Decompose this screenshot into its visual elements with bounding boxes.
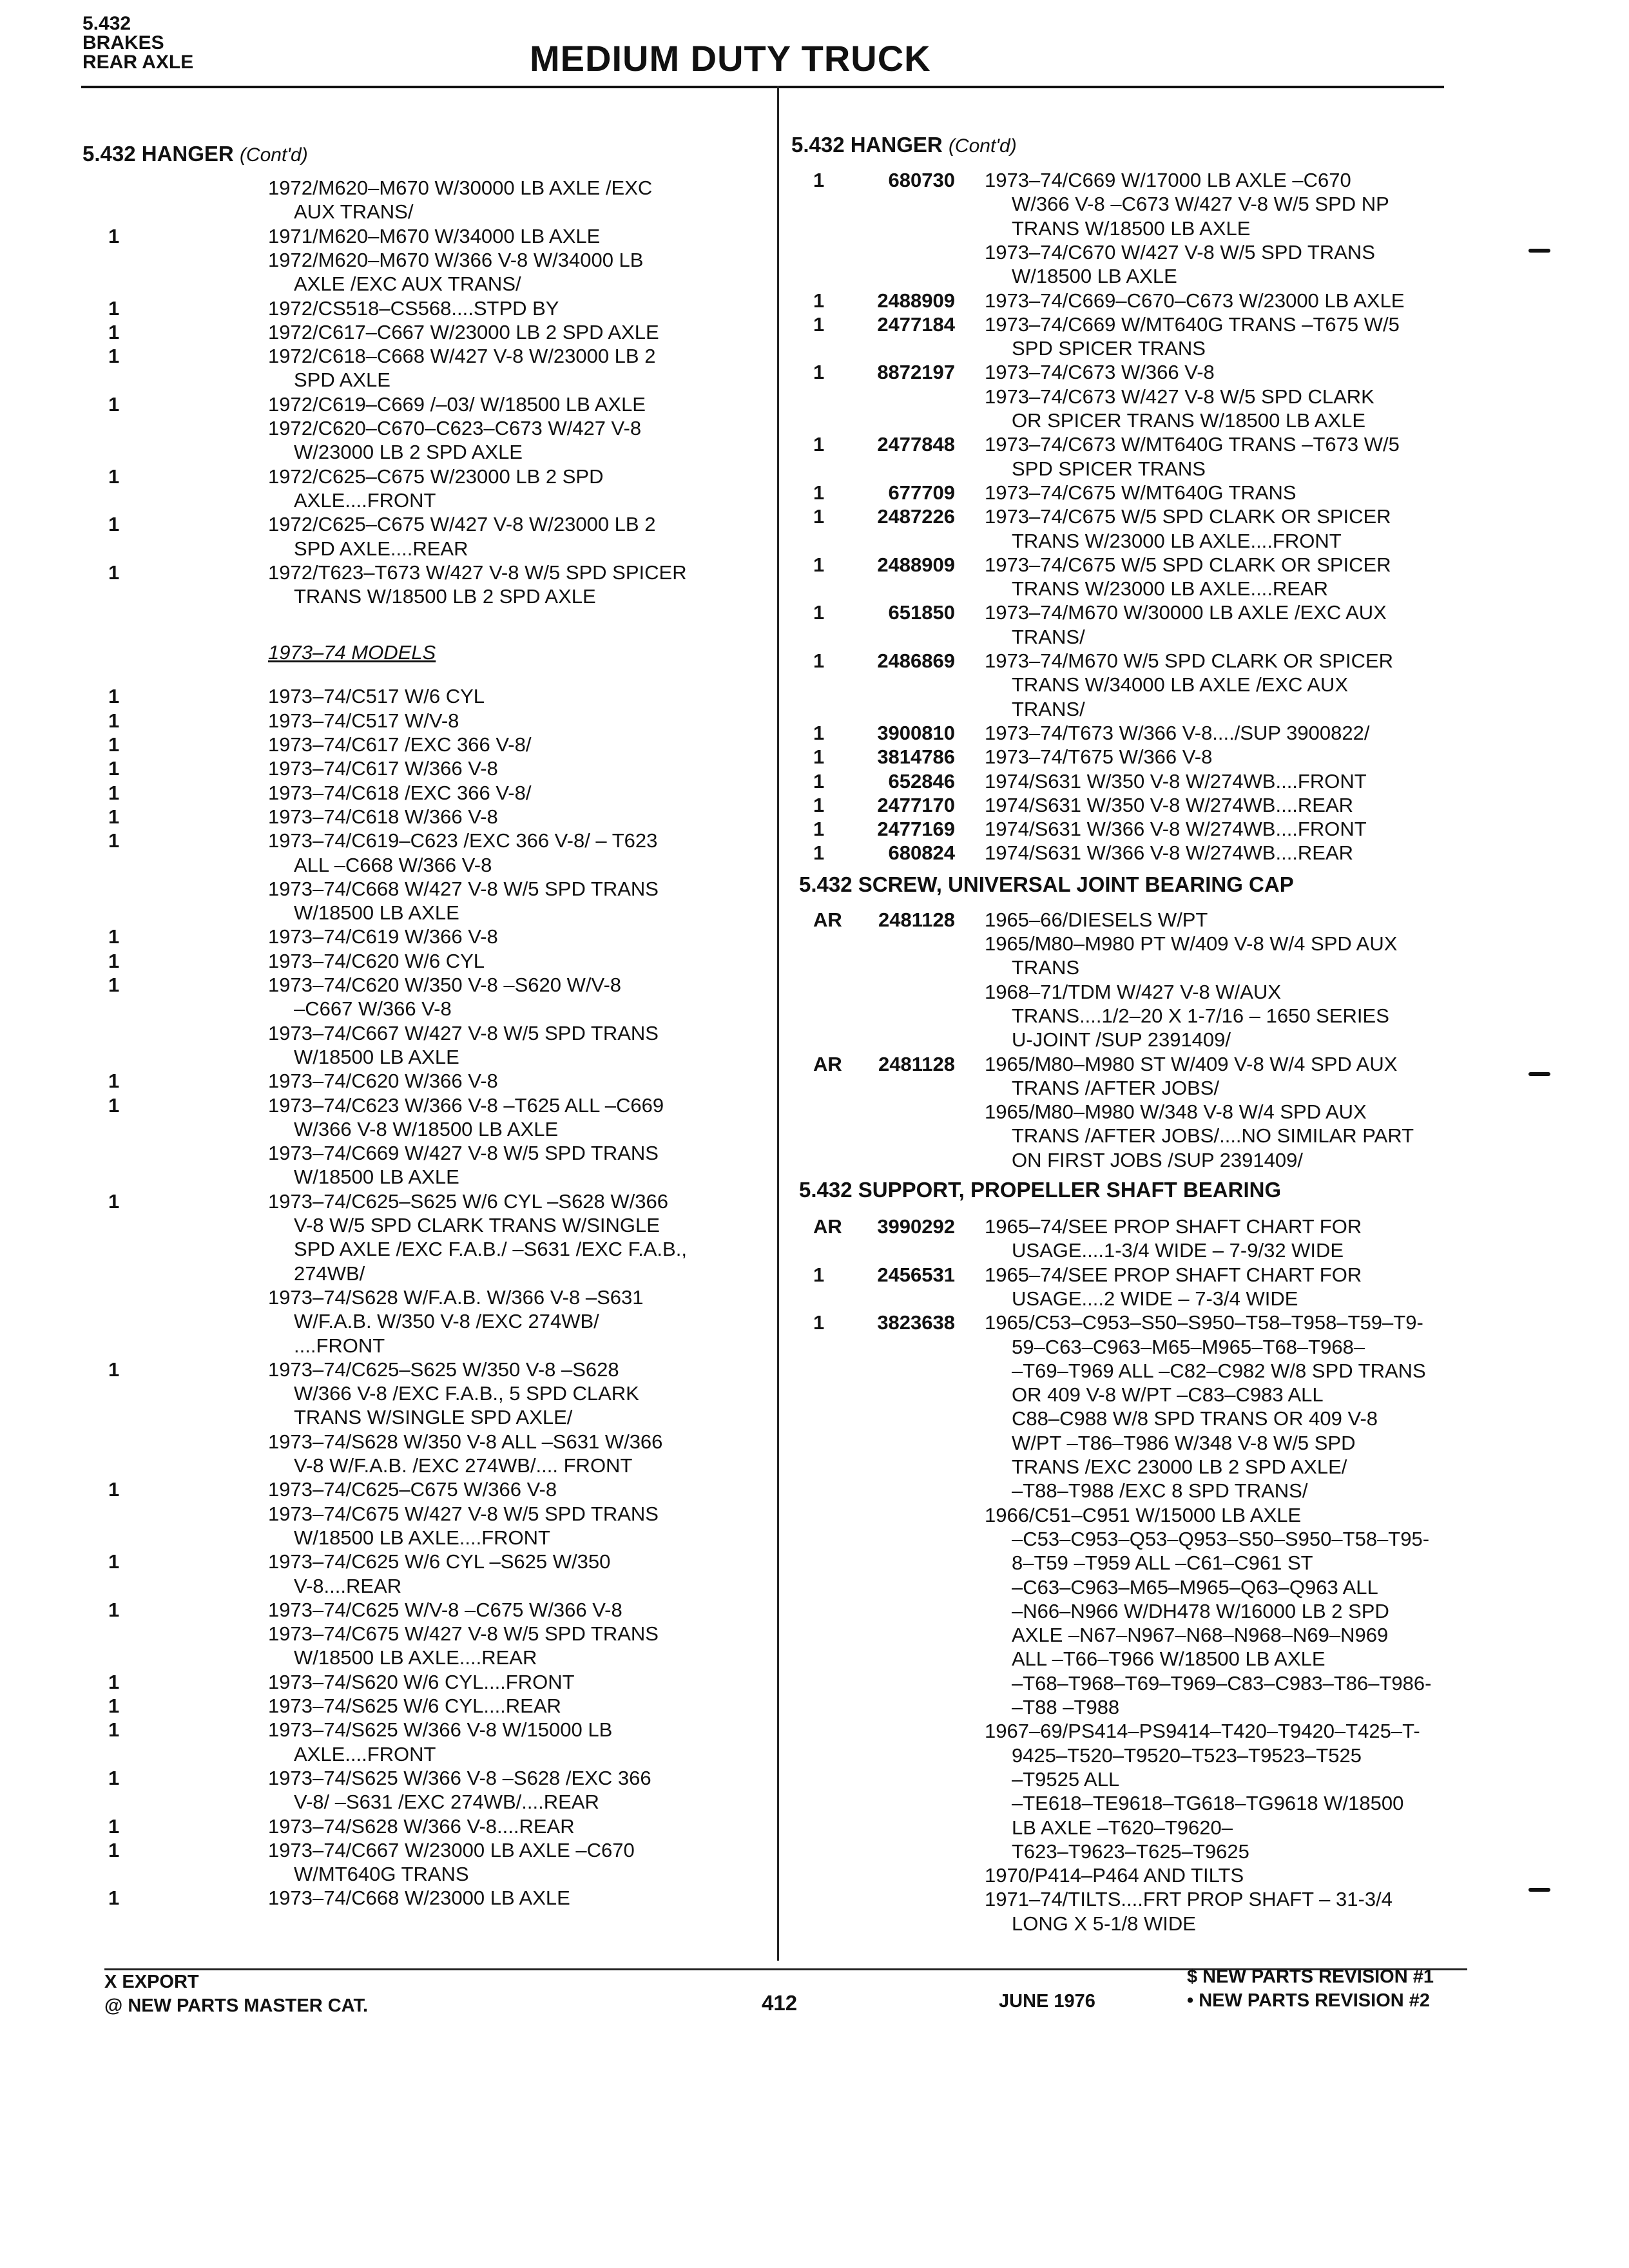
application-text: 1973–74/C669 W/17000 LB AXLE –C670: [985, 169, 1351, 191]
application-text: SPD AXLE /EXC F.A.B./ –S631 /EXC F.A.B.,: [294, 1238, 687, 1261]
application-text: 1973–74/C620 W/6 CYL: [268, 949, 485, 972]
quantity: 1: [813, 841, 825, 865]
quantity: 1: [108, 925, 120, 948]
application-text: OR SPICER TRANS W/18500 LB AXLE: [1012, 409, 1366, 432]
quantity: 1: [813, 361, 825, 384]
application-text: 1968–71/TDM W/427 V-8 W/AUX: [985, 980, 1282, 1003]
section-heading: [791, 133, 1017, 157]
application-text: 1973–74/C673 W/427 V-8 W/5 SPD CLARK: [985, 385, 1374, 408]
quantity: 1: [108, 1550, 120, 1573]
quantity: 1: [108, 685, 120, 708]
section-heading-text: 5.432 SUPPORT, PROPELLER SHAFT BEARING: [799, 1178, 1282, 1202]
section-heading: [799, 1178, 1281, 1202]
application-text: 1973–74/S628 W/F.A.B. W/366 V-8 –S631: [268, 1285, 644, 1309]
application-text: 1973–74/S620 W/6 CYL....FRONT: [268, 1670, 575, 1693]
application-text: W/18500 LB AXLE....REAR: [294, 1646, 537, 1669]
application-text: 1973–74/S628 W/350 V-8 ALL –S631 W/366: [268, 1430, 663, 1453]
quantity: 1: [108, 320, 120, 343]
quantity: 1: [108, 1070, 120, 1093]
models-subheading: 1973–74 MODELS: [268, 641, 436, 664]
application-text: ALL –T66–T966 W/18500 LB AXLE: [1012, 1648, 1325, 1671]
application-text: 1973–74/C675 W/427 V-8 W/5 SPD TRANS: [268, 1502, 659, 1525]
application-text: W/18500 LB AXLE: [294, 1045, 459, 1068]
application-text: 1973–74/S628 W/366 V-8....REAR: [268, 1814, 575, 1838]
application-text: 1971/M620–M670 W/34000 LB AXLE: [268, 224, 601, 247]
quantity: 1: [108, 805, 120, 828]
application-text: 1973–74/S625 W/6 CYL....REAR: [268, 1695, 561, 1717]
application-text: 1973–74/C669 W/MT640G TRANS –T675 W/5: [985, 312, 1400, 336]
section-heading-text: 5.432 HANGER: [791, 133, 943, 157]
part-number: 2481128: [878, 1052, 955, 1075]
application-text: 1972/M620–M670 W/366 V-8 W/34000 LB: [268, 248, 644, 271]
application-text: 1973–74/S625 W/366 V-8 –S628 /EXC 366: [268, 1766, 651, 1789]
application-text: 1973–74/C668 W/427 V-8 W/5 SPD TRANS: [268, 877, 659, 900]
quantity: 1: [108, 757, 120, 780]
application-text: 1973–74/C675 W/427 V-8 W/5 SPD TRANS: [268, 1622, 659, 1646]
revision-mark: [1528, 249, 1550, 253]
application-text: ON FIRST JOBS /SUP 2391409/: [1012, 1148, 1303, 1171]
application-text: W/MT640G TRANS: [294, 1863, 469, 1886]
header-rule: [81, 86, 1444, 88]
application-text: SPD SPICER TRANS: [1012, 337, 1206, 360]
application-text: W/18500 LB AXLE....FRONT: [294, 1526, 550, 1549]
part-number: 2486869: [877, 649, 955, 672]
application-text: 1973–74/T675 W/366 V-8: [985, 745, 1213, 769]
quantity: 1: [108, 1718, 120, 1742]
quantity: 1: [108, 345, 120, 368]
quantity: 1: [108, 974, 120, 996]
application-text: 1973–74/C673 W/366 V-8: [985, 361, 1215, 384]
section-heading-text: 5.432 HANGER: [82, 142, 234, 166]
application-text: 1973–74/M670 W/5 SPD CLARK OR SPICER: [985, 649, 1394, 672]
part-number: 680824: [888, 841, 955, 865]
application-text: –C667 W/366 V-8: [294, 997, 452, 1021]
column-divider: [777, 86, 779, 1961]
application-text: 1973–74/T673 W/366 V-8..../SUP 3900822/: [985, 721, 1370, 744]
application-text: –C63–C963–M65–M965–Q63–Q963 ALL: [1012, 1575, 1378, 1599]
application-text: 1970/P414–P464 AND TILTS: [985, 1864, 1244, 1887]
quantity: 1: [108, 224, 120, 247]
application-text: USAGE....1-3/4 WIDE – 7-9/32 WIDE: [1012, 1239, 1344, 1262]
quantity: 1: [813, 769, 825, 793]
application-text: TRANS/: [1012, 625, 1085, 648]
application-text: U-JOINT /SUP 2391409/: [1012, 1028, 1231, 1052]
application-text: 1965/M80–M980 PT W/409 V-8 W/4 SPD AUX: [985, 932, 1398, 955]
quantity: 1: [813, 1311, 825, 1334]
application-text: AXLE....FRONT: [294, 488, 436, 512]
application-text: 1965/C53–C953–S50–S950–T58–T958–T59–T9-: [985, 1311, 1423, 1334]
application-text: 1974/S631 W/366 V-8 W/274WB....FRONT: [985, 818, 1367, 841]
revision-mark: [1528, 1888, 1550, 1892]
application-text: 1973–74/C669 W/427 V-8 W/5 SPD TRANS: [268, 1142, 659, 1165]
quantity: AR: [813, 1052, 842, 1075]
application-text: 1973–74/C625 W/6 CYL –S625 W/350: [268, 1550, 611, 1573]
application-text: 59–C63–C963–M65–M965–T68–T968–: [1012, 1335, 1365, 1358]
quantity: 1: [108, 1814, 120, 1838]
section-heading-cont: (Cont'd): [239, 144, 308, 166]
header-code-line: 5.432: [82, 13, 131, 34]
application-text: TRANS....1/2–20 X 1-7/16 – 1650 SERIES: [1012, 1004, 1389, 1027]
application-text: 1973–74/C619 W/366 V-8: [268, 925, 498, 948]
application-text: 1973–74/C620 W/350 V-8 –S620 W/V-8: [268, 974, 622, 996]
application-text: TRANS /EXC 23000 LB 2 SPD AXLE/: [1012, 1456, 1347, 1478]
application-text: 1973–74/C618 W/366 V-8: [268, 805, 498, 828]
part-number: 3900810: [877, 721, 955, 744]
application-text: OR 409 V-8 W/PT –C83–C983 ALL: [1012, 1383, 1324, 1407]
quantity: 1: [108, 781, 120, 804]
application-text: TRANS W/23000 LB AXLE....FRONT: [1012, 529, 1342, 552]
application-text: 1965–74/SEE PROP SHAFT CHART FOR: [985, 1263, 1362, 1286]
quantity: 1: [813, 169, 825, 191]
quantity: 1: [108, 829, 120, 852]
application-text: LB AXLE –T620–T9620–: [1012, 1816, 1233, 1839]
section-heading-cont: (Cont'd): [948, 135, 1017, 157]
application-text: 1973–74/C673 W/MT640G TRANS –T673 W/5: [985, 433, 1400, 456]
part-number: 2487226: [877, 505, 955, 528]
quantity: 1: [813, 649, 825, 672]
application-text: 1973–74/S625 W/366 V-8 W/15000 LB: [268, 1718, 613, 1742]
application-text: 1966/C51–C951 W/15000 LB AXLE: [985, 1503, 1302, 1526]
footer-master-cat: @ NEW PARTS MASTER CAT.: [104, 1995, 369, 2016]
application-text: TRANS W/18500 LB AXLE: [1012, 216, 1251, 240]
application-text: W/366 V-8 –C673 W/427 V-8 W/5 SPD NP: [1012, 193, 1389, 216]
application-text: 1973–74/C625–C675 W/366 V-8: [268, 1478, 557, 1501]
footer-revision-2: • NEW PARTS REVISION #2: [1187, 1990, 1431, 2011]
quantity: 1: [108, 1598, 120, 1621]
application-text: 274WB/: [294, 1262, 365, 1285]
application-text: AUX TRANS/: [294, 200, 414, 224]
application-text: W/366 V-8 W/18500 LB AXLE: [294, 1117, 559, 1140]
application-text: 1972/C625–C675 W/23000 LB 2 SPD: [268, 465, 604, 488]
quantity: 1: [108, 709, 120, 732]
quantity: 1: [813, 553, 825, 576]
application-text: V-8/ –S631 /EXC 274WB/....REAR: [294, 1791, 599, 1814]
application-text: 1973–74/C668 W/23000 LB AXLE: [268, 1887, 570, 1910]
quantity: 1: [813, 433, 825, 456]
quantity: 1: [108, 1695, 120, 1717]
application-text: –TE618–TE9618–TG618–TG9618 W/18500: [1012, 1792, 1404, 1815]
application-text: –T88–T988 /EXC 8 SPD TRANS/: [1012, 1479, 1308, 1503]
application-text: 1973–74/C669–C670–C673 W/23000 LB AXLE: [985, 289, 1405, 312]
application-text: TRANS /AFTER JOBS/: [1012, 1076, 1220, 1099]
quantity: 1: [108, 1766, 120, 1789]
application-text: 1973–74/C675 W/5 SPD CLARK OR SPICER: [985, 553, 1391, 576]
application-text: SPD SPICER TRANS: [1012, 457, 1206, 480]
application-text: 1973–74/M670 W/30000 LB AXLE /EXC AUX: [985, 601, 1387, 624]
section-heading: [82, 142, 308, 166]
part-number: 2477848: [877, 433, 955, 456]
application-text: 1965–66/DIESELS W/PT: [985, 908, 1208, 931]
application-text: W/23000 LB 2 SPD AXLE: [294, 441, 523, 464]
application-text: –T68–T968–T69–T969–C83–C983–T86–T986-: [1012, 1671, 1432, 1695]
footer-date: JUNE 1976: [999, 1991, 1095, 2012]
quantity: 1: [813, 289, 825, 312]
quantity: 1: [813, 312, 825, 336]
application-text: 1972/T623–T673 W/427 V-8 W/5 SPD SPICER: [268, 561, 687, 584]
application-text: 1973–74/C617 /EXC 366 V-8/: [268, 733, 532, 756]
application-text: –T9525 ALL: [1012, 1767, 1120, 1791]
quantity: 1: [108, 949, 120, 972]
application-text: 1972/C620–C670–C623–C673 W/427 V-8: [268, 417, 642, 439]
application-text: 1965/M80–M980 W/348 V-8 W/4 SPD AUX: [985, 1100, 1367, 1124]
application-text: SPD AXLE: [294, 369, 390, 392]
part-number: 3814786: [877, 745, 955, 769]
quantity: 1: [813, 505, 825, 528]
application-text: 1972/C619–C669 /–03/ W/18500 LB AXLE: [268, 392, 646, 416]
quantity: 1: [108, 1093, 120, 1117]
application-text: 8–T59 –T959 ALL –C61–C961 ST: [1012, 1552, 1313, 1575]
application-text: 1973–74/C517 W/V-8: [268, 709, 459, 732]
application-text: 1972/CS518–CS568....STPD BY: [268, 296, 559, 320]
application-text: 1974/S631 W/350 V-8 W/274WB....FRONT: [985, 769, 1367, 793]
application-text: 1973–74/C625 W/V-8 –C675 W/366 V-8: [268, 1598, 622, 1621]
quantity: 1: [813, 601, 825, 624]
footer-export: X EXPORT: [104, 1972, 199, 1992]
part-number: 2488909: [877, 553, 955, 576]
quantity: 1: [813, 745, 825, 769]
application-text: 1973–74/C617 W/366 V-8: [268, 757, 498, 780]
part-number: 8872197: [877, 361, 955, 384]
application-text: 1973–74/C517 W/6 CYL: [268, 685, 485, 708]
quantity: 1: [108, 465, 120, 488]
quantity: 1: [108, 296, 120, 320]
application-text: 1973–74/C667 W/23000 LB AXLE –C670: [268, 1838, 635, 1861]
part-number: 3990292: [877, 1215, 955, 1238]
application-text: V-8....REAR: [294, 1574, 402, 1597]
application-text: 1973–74/C670 W/427 V-8 W/5 SPD TRANS: [985, 240, 1375, 264]
header-code-line: BRAKES: [82, 32, 164, 53]
application-text: AXLE /EXC AUX TRANS/: [294, 273, 521, 296]
application-text: –T88 –T988: [1012, 1696, 1120, 1718]
application-text: TRANS /AFTER JOBS/....NO SIMILAR PART: [1012, 1124, 1414, 1148]
application-text: 1971–74/TILTS....FRT PROP SHAFT – 31-3/4: [985, 1888, 1393, 1911]
section-heading: [799, 872, 1294, 897]
application-text: W/366 V-8 /EXC F.A.B., 5 SPD CLARK: [294, 1382, 639, 1405]
section-heading-text: 5.432 SCREW, UNIVERSAL JOINT BEARING CAP: [799, 872, 1294, 896]
application-text: USAGE....2 WIDE – 7-3/4 WIDE: [1012, 1287, 1298, 1310]
application-text: 1973–74/C620 W/366 V-8: [268, 1070, 498, 1093]
application-text: W/18500 LB AXLE: [294, 1166, 459, 1189]
part-number: 677709: [888, 481, 955, 504]
application-text: 1973–74/C619–C623 /EXC 366 V-8/ – T623: [268, 829, 658, 852]
application-text: –C53–C953–Q53–Q953–S50–S950–T58–T95-: [1012, 1527, 1430, 1550]
application-text: 1973–74/C625–S625 W/350 V-8 –S628: [268, 1358, 619, 1381]
quantity: 1: [108, 1358, 120, 1381]
quantity: 1: [108, 1670, 120, 1693]
part-number: 2477184: [877, 312, 955, 336]
part-number: 2481128: [878, 908, 955, 931]
quantity: 1: [108, 513, 120, 536]
application-text: 9425–T520–T9520–T523–T9523–T525: [1012, 1744, 1362, 1767]
application-text: V-8 W/5 SPD CLARK TRANS W/SINGLE: [294, 1214, 660, 1236]
quantity: 1: [813, 481, 825, 504]
application-text: 1974/S631 W/366 V-8 W/274WB....REAR: [985, 841, 1354, 865]
part-number: 2488909: [877, 289, 955, 312]
application-text: C88–C988 W/8 SPD TRANS OR 409 V-8: [1012, 1407, 1378, 1430]
application-text: 1972/M620–M670 W/30000 LB AXLE /EXC: [268, 177, 653, 199]
quantity: 1: [108, 1838, 120, 1861]
quantity: 1: [108, 1887, 120, 1910]
application-text: AXLE....FRONT: [294, 1742, 436, 1765]
application-text: 1973–74/C625–S625 W/6 CYL –S628 W/366: [268, 1189, 668, 1213]
page-title: MEDIUM DUTY TRUCK: [530, 38, 931, 79]
part-number: 2456531: [877, 1263, 955, 1286]
quantity: 1: [813, 793, 825, 816]
revision-mark: [1528, 1072, 1550, 1076]
application-text: –T69–T969 ALL –C82–C982 W/8 SPD TRANS: [1012, 1359, 1426, 1382]
part-number: 652846: [888, 769, 955, 793]
application-text: TRANS W/34000 LB AXLE /EXC AUX: [1012, 673, 1349, 697]
page-number: 412: [762, 1991, 798, 2015]
part-number: 3823638: [877, 1311, 955, 1334]
quantity: AR: [813, 908, 842, 931]
application-text: T623–T9623–T625–T9625: [1012, 1840, 1249, 1863]
application-text: TRANS: [1012, 956, 1080, 979]
application-text: 1972/C617–C667 W/23000 LB 2 SPD AXLE: [268, 320, 659, 343]
application-text: 1967–69/PS414–PS9414–T420–T9420–T425–T-: [985, 1720, 1420, 1743]
application-text: 1973–74/C623 W/366 V-8 –T625 ALL –C669: [268, 1093, 664, 1117]
quantity: 1: [108, 392, 120, 416]
application-text: W/18500 LB AXLE: [294, 901, 459, 925]
part-number: 2477170: [877, 793, 955, 816]
quantity: AR: [813, 1215, 842, 1238]
application-text: TRANS W/18500 LB 2 SPD AXLE: [294, 585, 596, 608]
quantity: 1: [108, 733, 120, 756]
footer-revision-1: $ NEW PARTS REVISION #1: [1187, 1966, 1434, 1987]
part-number: 2477169: [877, 818, 955, 841]
application-text: 1974/S631 W/350 V-8 W/274WB....REAR: [985, 793, 1354, 816]
application-text: TRANS/: [1012, 697, 1085, 720]
application-text: LONG X 5-1/8 WIDE: [1012, 1912, 1196, 1935]
quantity: 1: [813, 721, 825, 744]
quantity: 1: [813, 1263, 825, 1286]
application-text: W/PT –T86–T986 W/348 V-8 W/5 SPD: [1012, 1431, 1356, 1454]
application-text: ....FRONT: [294, 1334, 385, 1357]
header-code-line: REAR AXLE: [82, 52, 194, 73]
application-text: 1973–74/C618 /EXC 366 V-8/: [268, 781, 532, 804]
application-text: 1973–74/C675 W/MT640G TRANS: [985, 481, 1296, 504]
part-number: 680730: [888, 169, 955, 191]
application-text: TRANS W/SINGLE SPD AXLE/: [294, 1406, 573, 1429]
quantity: 1: [108, 1189, 120, 1213]
part-number: 651850: [888, 601, 955, 624]
header-code: [82, 14, 193, 72]
quantity: 1: [813, 818, 825, 841]
application-text: W/18500 LB AXLE: [1012, 265, 1177, 288]
application-text: AXLE –N67–N967–N68–N968–N69–N969: [1012, 1624, 1389, 1647]
application-text: W/F.A.B. W/350 V-8 /EXC 274WB/: [294, 1310, 599, 1333]
application-text: –N66–N966 W/DH478 W/16000 LB 2 SPD: [1012, 1599, 1389, 1622]
application-text: ALL –C668 W/366 V-8: [294, 853, 492, 876]
quantity: 1: [108, 1478, 120, 1501]
application-text: V-8 W/F.A.B. /EXC 274WB/.... FRONT: [294, 1454, 633, 1477]
application-text: TRANS W/23000 LB AXLE....REAR: [1012, 577, 1329, 601]
quantity: 1: [108, 561, 120, 584]
application-text: 1965–74/SEE PROP SHAFT CHART FOR: [985, 1215, 1362, 1238]
application-text: 1972/C618–C668 W/427 V-8 W/23000 LB 2: [268, 345, 656, 368]
application-text: 1965/M80–M980 ST W/409 V-8 W/4 SPD AUX: [985, 1052, 1398, 1075]
application-text: 1973–74/C667 W/427 V-8 W/5 SPD TRANS: [268, 1021, 659, 1044]
application-text: 1973–74/C675 W/5 SPD CLARK OR SPICER: [985, 505, 1391, 528]
application-text: 1972/C625–C675 W/427 V-8 W/23000 LB 2: [268, 513, 656, 536]
application-text: SPD AXLE....REAR: [294, 537, 468, 560]
